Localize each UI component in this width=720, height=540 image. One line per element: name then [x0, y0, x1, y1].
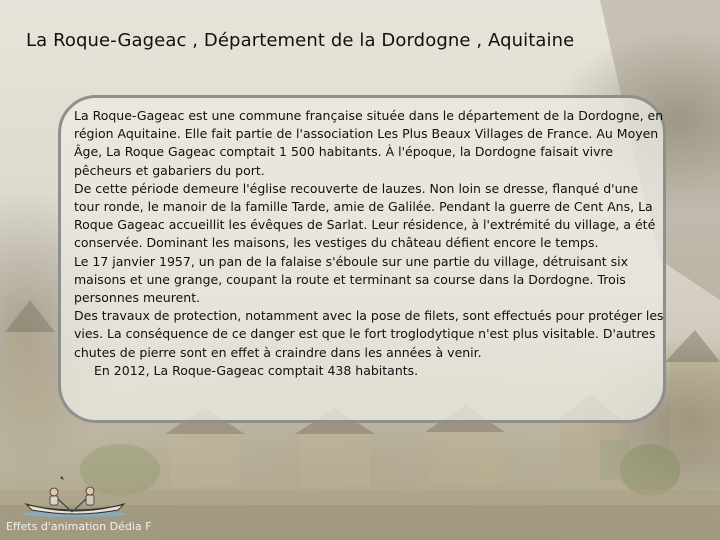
paragraph: La Roque-Gageac est une commune française située dans le département de la Dordogne, en région Aquitaine. Elle fait partie de l'association Les Plus Beaux Villages de France. Au Moyen Âge, La Roque Gageac comptait 1 500 habitants. À l'époque, la Dordogne faisait vivre pêcheurs et gabariers du port. — [74, 108, 664, 178]
paragraph: Le 17 janvier 1957, un pan de la falaise s'éboule sur une partie du village, détruisant six maisons et une grange, coupant la route et terminant sa course dans la Dordogne. Trois personnes meurent. — [74, 253, 629, 306]
rowing-boat-icon — [20, 474, 130, 518]
slide-title: La Roque-Gageac , Département de la Dordogne , Aquitaine — [26, 30, 575, 51]
closing-line: En 2012, La Roque-Gageac comptait 438 habitants. — [94, 362, 419, 378]
credit-text: Effets d'animation Dédia F — [6, 520, 152, 533]
body-text — [74, 107, 664, 380]
paragraph: Des travaux de protection, notamment avec la pose de filets, sont effectués pour protéger les vies. La conséquence de ce danger est que le fort troglodytique n'est plus visitable. D'autres chutes de pierre sont en effet à craindre dans les années à venir. — [74, 308, 664, 360]
paragraph: De cette période demeure l'église recouverte de lauzes. Non loin se dresse, flanqué d'une tour ronde, le manoir de la famille Tarde, amie de Galilée. Pendant la guerre de Cent Ans, La Roque Gageac accueillit les évêques de Sarlat. Leur résidence, à l'extrémité du village, a été conservée. Dominant les maisons, les vestiges du château défient encore le temps. — [74, 180, 656, 251]
